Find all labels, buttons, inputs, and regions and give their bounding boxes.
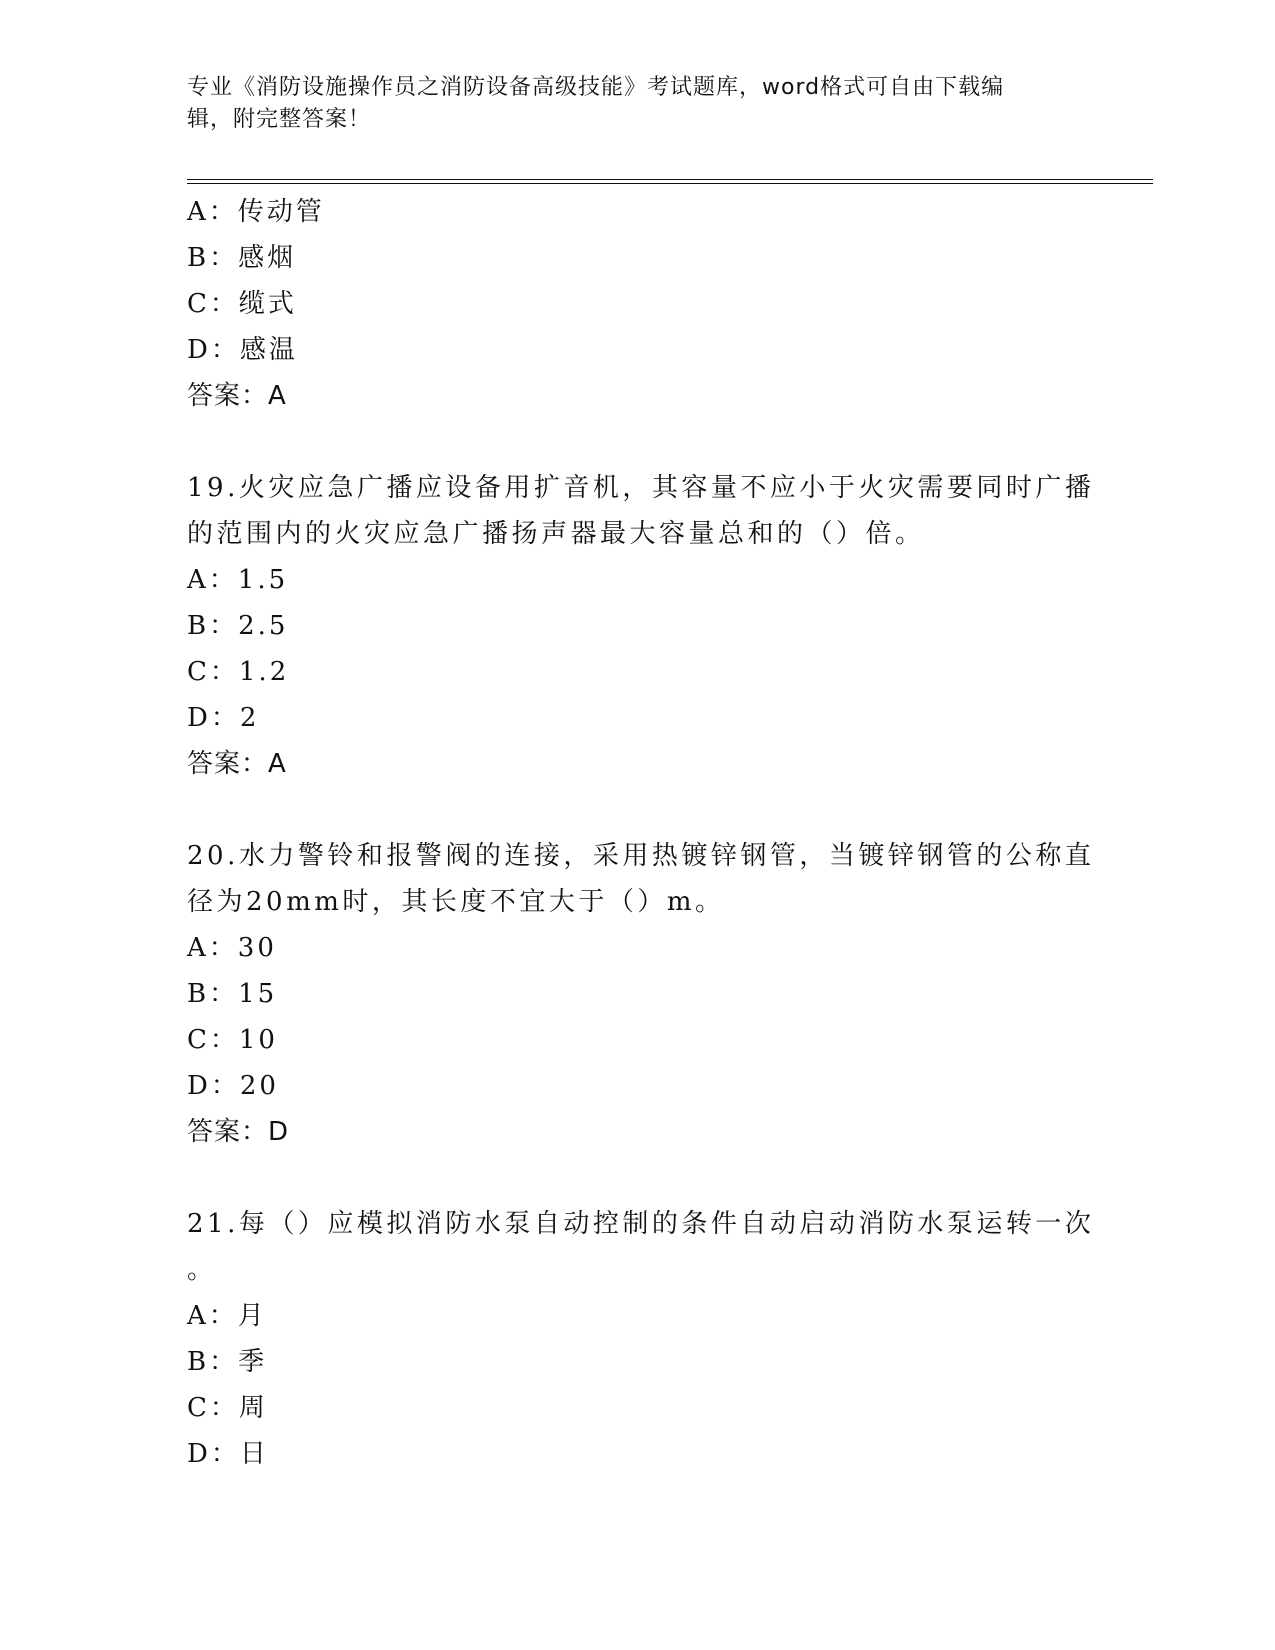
- question-text-line-2: 。: [187, 1255, 217, 1285]
- option-c: C：10: [187, 1025, 278, 1055]
- option-b: B：2.5: [187, 611, 289, 641]
- spacer: [187, 787, 1087, 833]
- spacer: [187, 1155, 1087, 1201]
- option-d: D：日: [187, 1439, 269, 1469]
- option-c: C：1.2: [187, 657, 290, 687]
- question-20: [187, 833, 1095, 1155]
- spacer: [187, 419, 1087, 465]
- question-text-line-1: 21.每（）应模拟消防水泵自动控制的条件自动启动消防水泵运转一次: [187, 1209, 1095, 1239]
- document-header: [187, 72, 1067, 136]
- option-b: B：感烟: [187, 243, 297, 273]
- answer: 答案：D: [187, 1117, 290, 1147]
- question-text-line-2: 的范围内的火灾应急广播扬声器最大容量总和的（）倍。: [187, 519, 925, 549]
- option-b: B：季: [187, 1347, 268, 1377]
- question-19: [187, 465, 1095, 787]
- option-c: C：缆式: [187, 289, 297, 319]
- option-d: D：2: [187, 703, 260, 733]
- option-c: C：周: [187, 1393, 268, 1423]
- question-text-line-2: 径为20mm时，其长度不宜大于（）m。: [187, 887, 725, 917]
- option-a: A：传动管: [187, 197, 325, 227]
- header-line-1: 专业《消防设施操作员之消防设备高级技能》考试题库，word格式可自由下载编: [187, 75, 1005, 100]
- question-text-line-1: 20.水力警铃和报警阀的连接，采用热镀锌钢管，当镀锌钢管的公称直: [187, 841, 1095, 871]
- option-a: A：30: [187, 933, 277, 963]
- header-divider-top: [187, 179, 1153, 180]
- question-text-line-1: 19.火灾应急广播应设备用扩音机，其容量不应小于火灾需要同时广播: [187, 473, 1095, 503]
- option-b: B：15: [187, 979, 278, 1009]
- answer: 答案：A: [187, 749, 287, 779]
- option-d: D：感温: [187, 335, 298, 365]
- question-18: [187, 189, 1087, 419]
- answer: 答案：A: [187, 381, 287, 411]
- option-d: D：20: [187, 1071, 279, 1101]
- header-divider-bottom: [187, 183, 1153, 184]
- option-a: A：1.5: [187, 565, 289, 595]
- question-21: [187, 1201, 1095, 1477]
- header-line-2: 辑，附完整答案！: [187, 107, 372, 132]
- question-list: [187, 189, 1095, 1477]
- option-a: A：月: [187, 1301, 267, 1331]
